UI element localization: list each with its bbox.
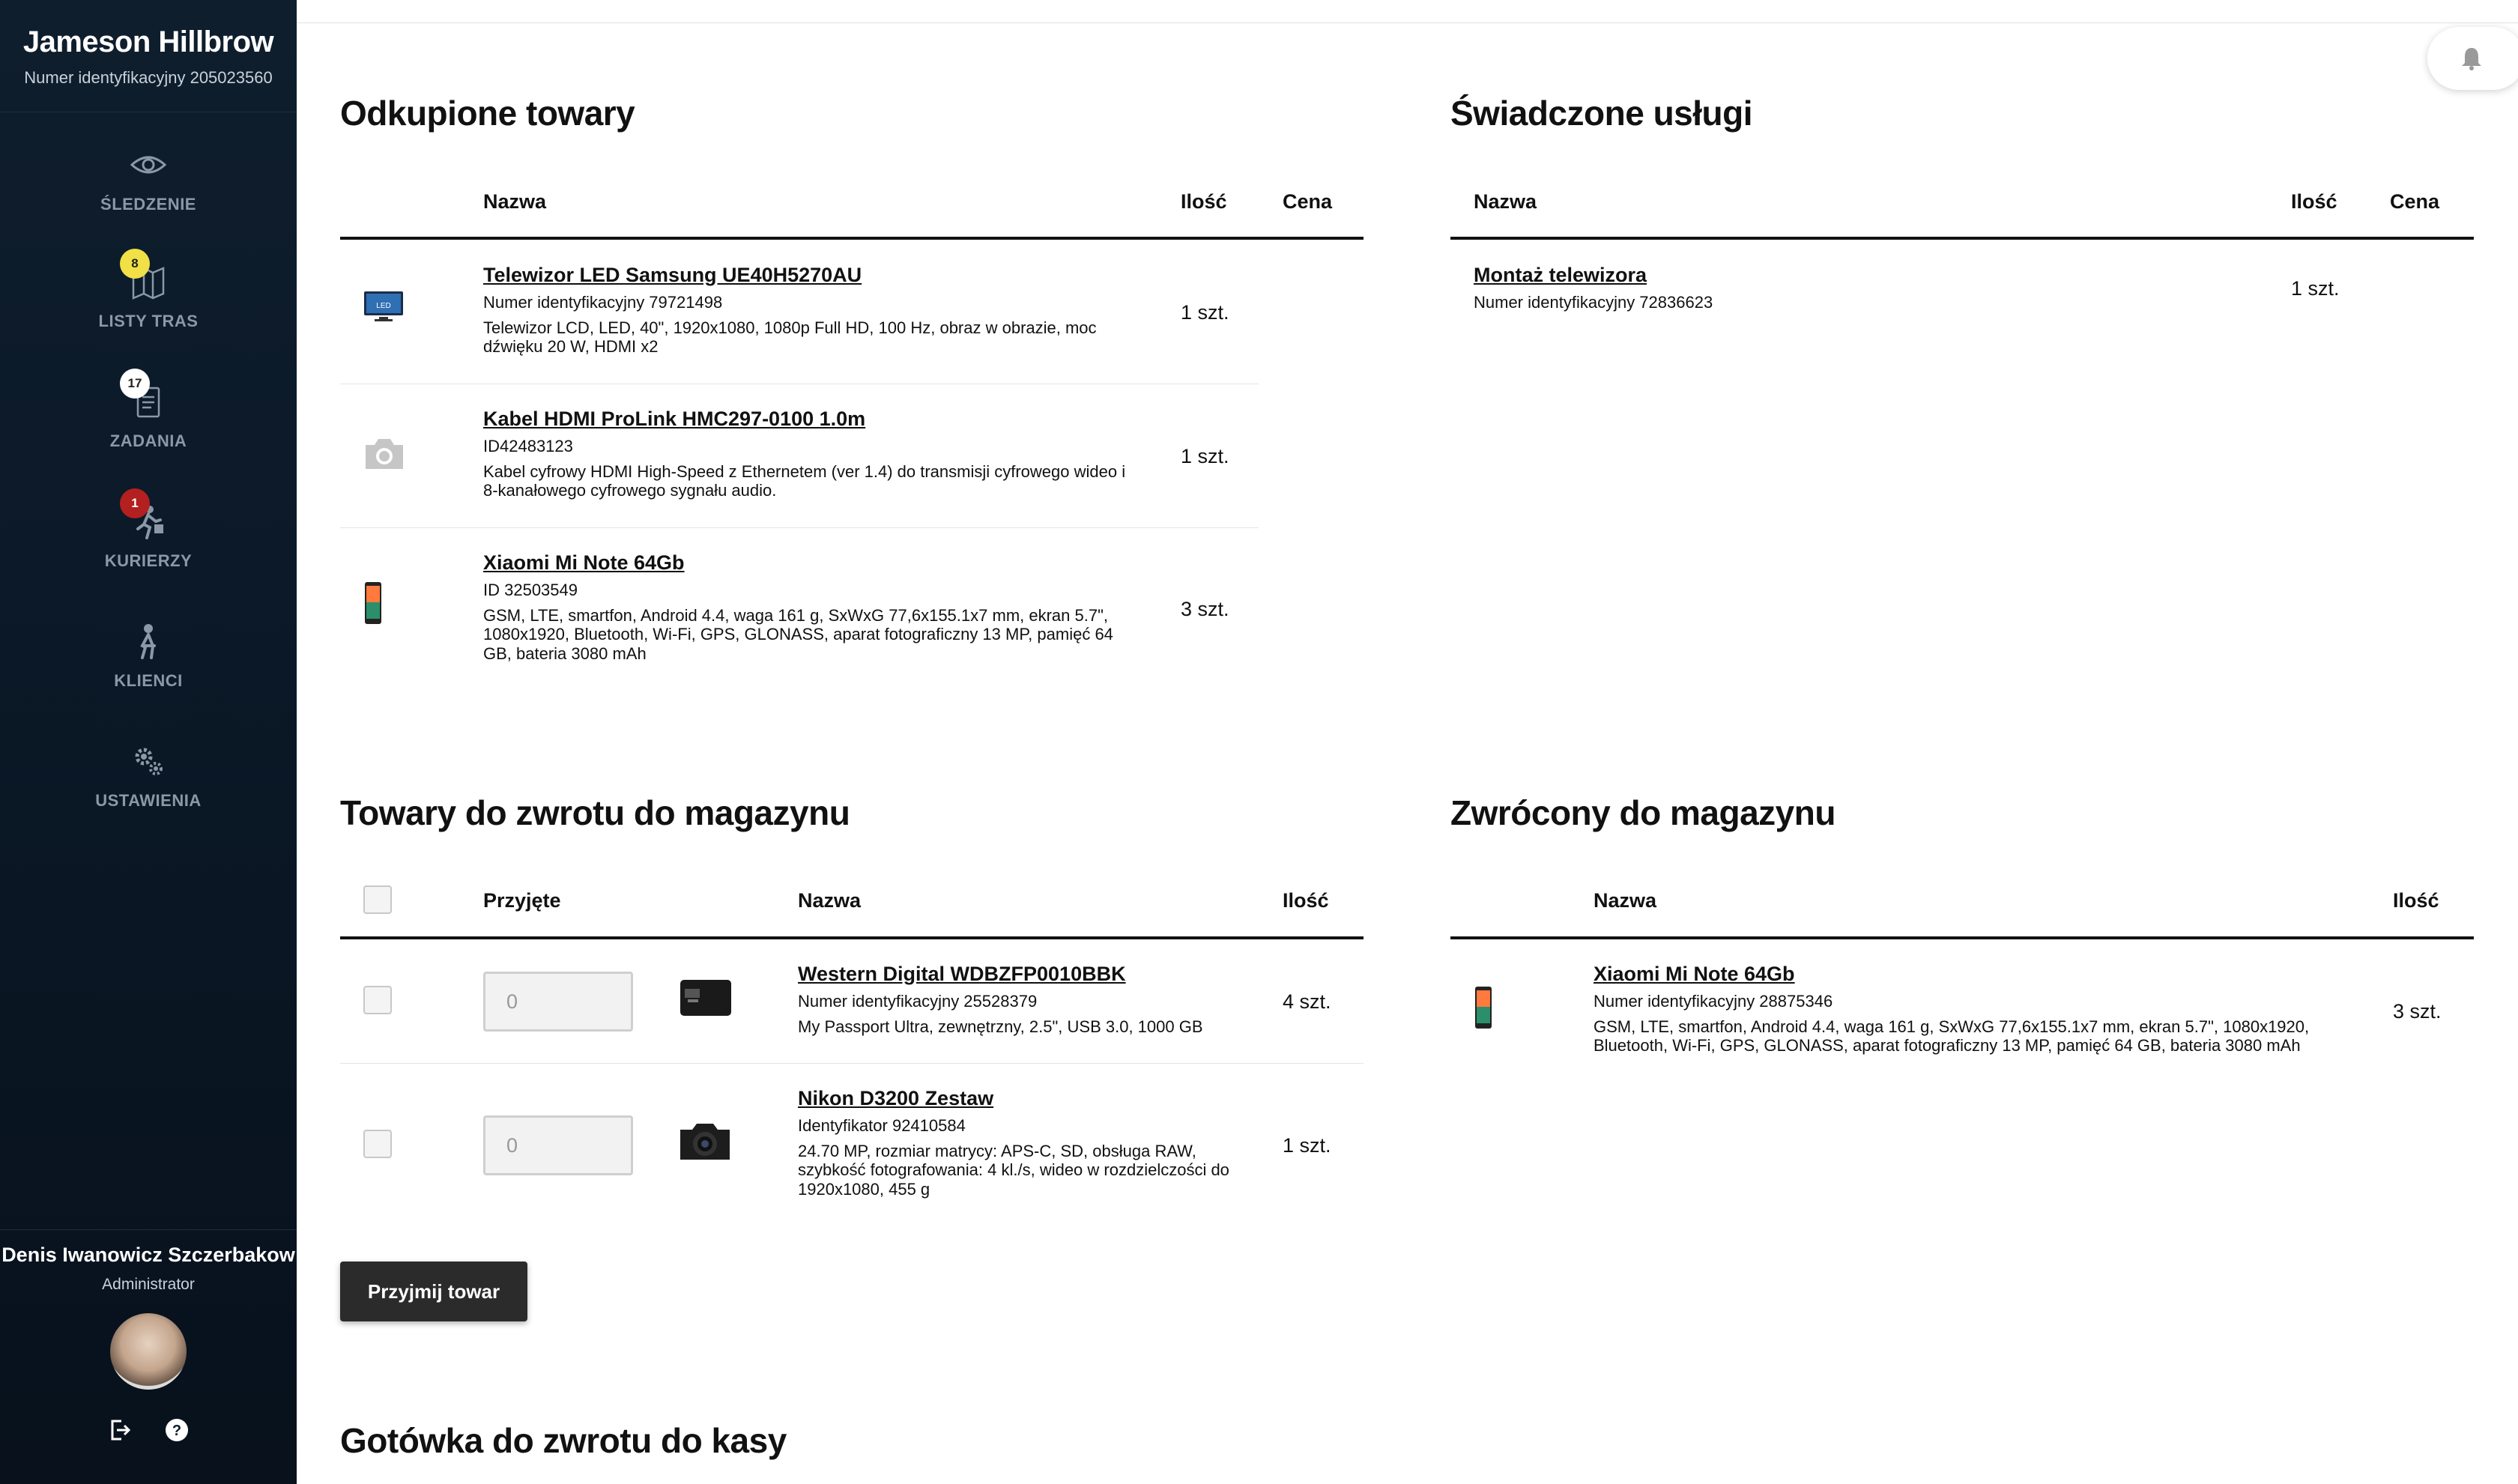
list-item: [798, 963, 1247, 1036]
nav-label: ZADANIA: [109, 431, 187, 450]
product-link[interactable]: Kabel HDMI ProLink HMC297-0100 1.0m: [483, 408, 866, 430]
col-header-name: Nazwa: [483, 190, 547, 213]
clipboard-icon: [126, 376, 171, 424]
row-checkbox[interactable]: [363, 1130, 392, 1158]
item-quantity: 1 szt.: [2291, 277, 2340, 300]
item-quantity: 3 szt.: [2393, 1000, 2442, 1023]
item-quantity: 1 szt.: [1181, 445, 1229, 467]
product-link[interactable]: Nikon D3200 Zestaw: [798, 1087, 994, 1109]
product-link[interactable]: Xiaomi Mi Note 64Gb: [483, 551, 685, 574]
item-quantity: 1 szt.: [1181, 301, 1229, 324]
list-item: [798, 1087, 1247, 1199]
product-link[interactable]: Western Digital WDBZFP0010BBK: [798, 963, 1126, 985]
nav-item-tasks[interactable]: [0, 376, 297, 451]
user-panel: [0, 1229, 297, 1484]
courier-icon: [126, 496, 171, 544]
eye-icon: [126, 142, 171, 187]
select-all-checkbox[interactable]: [363, 885, 392, 914]
item-quantity: 4 szt.: [1283, 990, 1331, 1013]
account-header: [0, 0, 297, 112]
logout-icon[interactable]: [106, 1417, 133, 1447]
col-header-qty: Ilość: [2291, 190, 2337, 213]
list-item: [1594, 963, 2343, 1056]
product-link[interactable]: Telewizor LED Samsung UE40H5270AU: [483, 264, 862, 286]
col-header-qty: Ilość: [2393, 889, 2439, 912]
map-icon: [126, 256, 171, 304]
account-name: Jameson Hillbrow: [22, 25, 274, 58]
tasks-badge: 17: [120, 369, 150, 399]
row-divider: [340, 527, 1259, 528]
help-icon[interactable]: [163, 1417, 190, 1447]
nav-label: KLIENCI: [114, 671, 183, 690]
tv-thumbnail: [363, 288, 405, 328]
nav-label: USTAWIENIA: [95, 791, 202, 810]
product-description: 24.70 MP, rozmiar matrycy: APS-C, SD, obsługa RAW, szybkość fotografowania: 4 kl./s, wideo w rozdzielczości do 1920x1080, 455 g: [798, 1142, 1229, 1199]
col-header-qty: Ilość: [1181, 190, 1227, 213]
header-rule: [1450, 936, 2474, 939]
accept-goods-button[interactable]: Przyjmij towar: [340, 1262, 527, 1321]
phone-thumbnail: [1474, 986, 1492, 1033]
dslr-camera-thumbnail: [677, 1119, 733, 1166]
nav-item-settings[interactable]: [0, 739, 297, 811]
services-section: [1450, 93, 1752, 133]
product-description: GSM, LTE, smartfon, Android 4.4, waga 161 g, SxWxG 77,6x155.1x7 mm, ekran 5.7", 1080x1920, Bluetooth, Wi-Fi, GPS, GLONASS, aparat fotograficzny 13 MP, pamięć 64 GB, bateria 3080 mAh: [1594, 1017, 2310, 1056]
header-rule: [340, 237, 1364, 240]
svg-text:LED: LED: [376, 302, 391, 310]
col-header-name: Nazwa: [1474, 190, 1537, 213]
sidebar: [0, 0, 297, 1484]
product-id: ID 32503549: [483, 581, 578, 599]
nav-item-route-lists[interactable]: [0, 256, 297, 331]
nav-label: LISTY TRAS: [98, 312, 199, 330]
list-item: [483, 551, 1135, 663]
cash-section: [340, 1420, 787, 1461]
nav-item-tracking[interactable]: [0, 142, 297, 214]
to-return-title: Towary do zwrotu do magazynu: [340, 793, 850, 832]
product-id: ID42483123: [483, 437, 573, 455]
product-link[interactable]: Xiaomi Mi Note 64Gb: [1594, 963, 1795, 985]
account-id: Numer identyfikacyjny 205023560: [24, 68, 273, 87]
user-role: Administrator: [102, 1276, 195, 1293]
list-item: [1474, 264, 2223, 312]
returned-section: [1450, 793, 1835, 833]
cash-title: Gotówka do zwrotu do kasy: [340, 1421, 787, 1460]
camera-placeholder-icon: [363, 434, 406, 476]
returned-title: Zwrócony do magazynu: [1450, 793, 1835, 832]
product-description: GSM, LTE, smartfon, Android 4.4, waga 161 g, SxWxG 77,6x155.1x7 mm, ekran 5.7", 1080x1920, Bluetooth, Wi-Fi, GPS, GLONASS, aparat fotograficzny 13 MP, pamięć 64 GB, bateria 3080 mAh: [483, 606, 1113, 663]
service-id: Numer identyfikacyjny 72836623: [1474, 293, 1713, 312]
accepted-quantity-input[interactable]: [483, 972, 633, 1032]
row-checkbox[interactable]: [363, 986, 392, 1014]
product-id: Numer identyfikacyjny 25528379: [798, 992, 1038, 1011]
couriers-badge: 1: [120, 488, 150, 518]
nav-item-clients[interactable]: [0, 619, 297, 691]
accepted-quantity-input[interactable]: [483, 1115, 633, 1175]
phone-thumbnail: [364, 581, 382, 629]
product-description: Telewizor LCD, LED, 40", 1920x1080, 1080p Full HD, 100 Hz, obraz w obrazie, moc dźwięku 20 W, HDMI x2: [483, 318, 1097, 357]
col-header-name: Nazwa: [798, 889, 862, 912]
product-id: Identyfikator 92410584: [798, 1116, 966, 1135]
purchased-section: [340, 93, 635, 133]
person-icon: [126, 619, 171, 664]
product-id: Numer identyfikacyjny 28875346: [1594, 992, 1833, 1011]
product-id: Numer identyfikacyjny 79721498: [483, 293, 723, 312]
notifications-button[interactable]: [2427, 27, 2518, 90]
nav-item-couriers[interactable]: [0, 496, 297, 571]
user-name: Denis Iwanowicz Szczerbakow: [1, 1244, 295, 1266]
item-quantity: 3 szt.: [1181, 598, 1229, 620]
row-divider: [340, 1063, 1364, 1064]
header-rule: [1450, 237, 2474, 240]
product-description: My Passport Ultra, zewnętrzny, 2.5", USB 3.0, 1000 GB: [798, 1017, 1203, 1036]
nav-label: ŚLEDZENIE: [100, 195, 196, 213]
product-description: Kabel cyfrowy HDMI High-Speed z Ethernetem (ver 1.4) do transmisji cyfrowego wideo i 8-kanałowego cyfrowego sygnału audio.: [483, 462, 1126, 500]
col-header-name: Nazwa: [1594, 889, 1657, 912]
col-header-accepted: Przyjęte: [483, 889, 561, 912]
top-divider: [297, 22, 2518, 23]
hdd-thumbnail: [679, 977, 733, 1023]
purchased-title: Odkupione towary: [340, 94, 635, 133]
services-title: Świadczone usługi: [1450, 94, 1753, 133]
to-return-section: [340, 793, 850, 833]
avatar[interactable]: [110, 1313, 187, 1390]
col-header-qty: Ilość: [1283, 889, 1329, 912]
col-header-price: Cena: [2390, 190, 2440, 213]
gears-icon: [126, 739, 171, 784]
svg-text:?: ?: [172, 1423, 182, 1439]
col-header-price: Cena: [1283, 190, 1333, 213]
list-item: [483, 264, 1135, 357]
bell-icon: [2459, 45, 2484, 72]
header-rule: [340, 936, 1364, 939]
route-lists-badge: 8: [120, 249, 150, 279]
item-quantity: 1 szt.: [1283, 1134, 1331, 1157]
list-item: [483, 408, 1135, 500]
nav-label: KURIERZY: [104, 551, 193, 570]
service-link[interactable]: Montaż telewizora: [1474, 264, 1647, 286]
